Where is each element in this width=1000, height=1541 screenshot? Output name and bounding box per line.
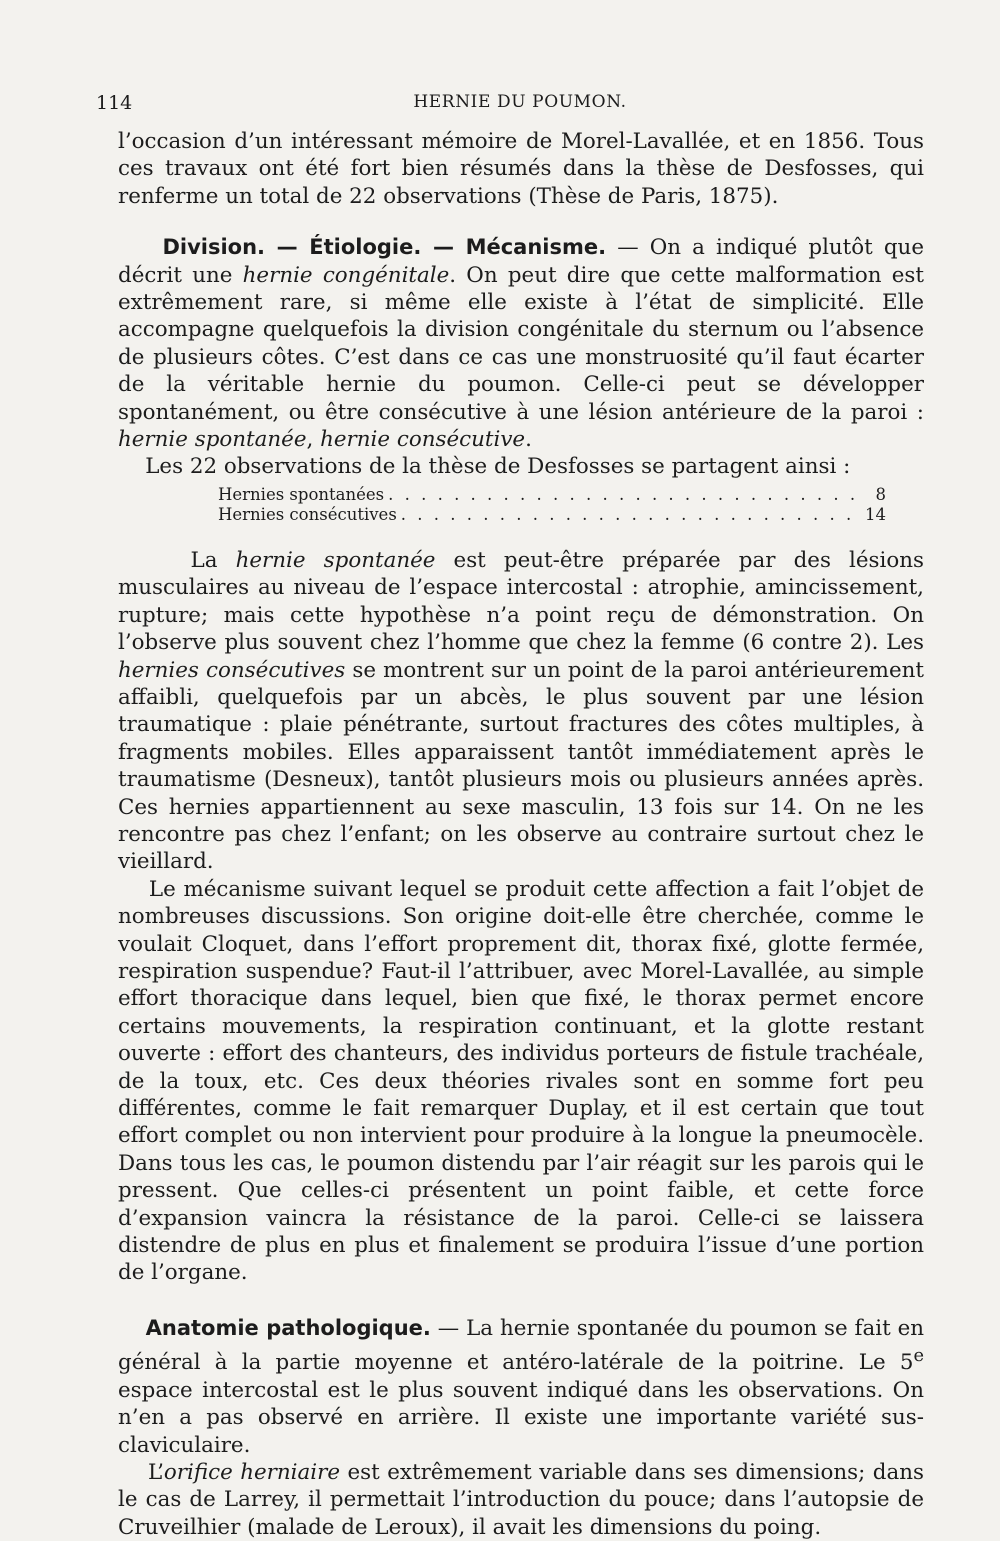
- paragraph-anatomie: Anatomie pathologique. — La hernie spontanée du poumon se fait en général à la partie moyenne et antéro-latérale de la poitrine. Le 5e espace intercostal est le plus souvent indiqué dans les observations. On n’en a pas observé en arrière. Il existe une importante variété sus-claviculaire.: [118, 1315, 925, 1458]
- page-header: [96, 92, 922, 120]
- page-number: 114: [96, 92, 133, 114]
- table-row-value: 14: [865, 504, 886, 524]
- running-title: HERNIE DU POUMON.: [413, 92, 627, 112]
- table-row-label: Hernies spontanées: [218, 484, 385, 504]
- page-body: [118, 128, 924, 1541]
- paragraph-orifice: L’orifice herniaire est extrêmement variable dans ses dimensions; dans le cas de Larrey, il permettait l’introduction du pouce; dans l’autopsie de Cruveilhier (malade de Leroux), il avait les dimensions du poing.: [118, 1460, 924, 1540]
- section-heading-division: Division. — Étiologie. — Mécanisme.: [162, 235, 607, 260]
- paragraph-mecanisme: Le mécanisme suivant lequel se produit cette affection a fait l’objet de nombreuses discussions. Son origine doit-elle être cherchée, comme le voulait Cloquet, dans l’effort proprement dit, thorax fixé, glotte fermée, respiration suspendue? Faut-il l’attribuer, avec Morel-Lavallée, au simple effort thoracique dans lequel, bien que fixé, le thorax permet encore certains mouvements, la respiration continuant, et la glotte restant ouverte : effort des chanteurs, des individus porteurs de fistule trachéale, de la toux, etc. Ces deux théories rivales sont en somme fort peu différentes, comme le fait remarquer Duplay, et il est certain que tout effort complet ou non intervient pour produire à la longue la pneumocèle. Dans tous les cas, le poumon distendu par l’air réagit sur les parois qui le pressent. Que celles-ci présentent un point faible, et cette force d’expansion vaincra la résistance de la paroi. Celle-ci se laissera distendre de plus en plus et finalement se produira l’issue d’une portion de l’organe.: [118, 876, 924, 1286]
- paragraph-continuation: l’occasion d’un intéressant mémoire de Morel-Lavallée, et en 1856. Tous ces travaux ont été fort bien résumés dans la thèse de Desfosses, qui renferme un total de 22 observations (Thèse de Paris, 1875).: [118, 129, 924, 209]
- leader-dots: [401, 505, 856, 525]
- table-row-value: 8: [875, 484, 886, 504]
- paragraph-hernie-spontanee: La hernie spontanée est peut-être préparée par des lésions musculaires au niveau de l’espace intercostal : atrophie, amincissement, rupture; mais cette hypothèse n’a point reçu de démonstration. On l’observe plus souvent chez l’homme que chez la femme (6 contre 2). Les hernies consécutives se montrent sur un point de la paroi antérieurement affaibli, quelquefois par un abcès, le plus souvent par une lésion traumatique : plaie pénétrante, surtout fractures des côtes multiples, à fragments mobiles. Elles apparaissent tantôt immédiatement après le traumatisme (Desneux), tantôt plusieurs mois ou plusieurs années après. Ces hernies appartiennent au sexe masculin, 13 fois sur 14. On ne les rencontre pas chez l’enfant; on les observe au contraire surtout chez le vieillard.: [118, 547, 924, 875]
- observations-table: [218, 485, 886, 525]
- table-row: [218, 505, 886, 525]
- table-row-label: Hernies consécutives: [218, 504, 397, 524]
- paragraph-division-etiologie: Division. — Étiologie. — Mécanisme. — On a indiqué plutôt que décrit une hernie congénitale. On peut dire que cette malformation est extrêmement rare, si même elle existe à l’état de simplicité. Elle accompagne quelquefois la division congénitale du sternum ou l’absence de plusieurs côtes. C’est dans ce cas une monstruosité qu’il faut écarter de la véritable hernie du poumon. Celle-ci peut se développer spontanément, ou être consécutive à une lésion antérieure de la paroi : hernie spontanée, hernie consécutive.: [118, 235, 924, 453]
- section-heading-anatomie: Anatomie pathologique.: [145, 1315, 431, 1340]
- leader-dots: [388, 485, 856, 505]
- paragraph-table-intro: Les 22 observations de la thèse de Desfosses se partagent ainsi :: [145, 454, 851, 480]
- table-row: [218, 485, 886, 505]
